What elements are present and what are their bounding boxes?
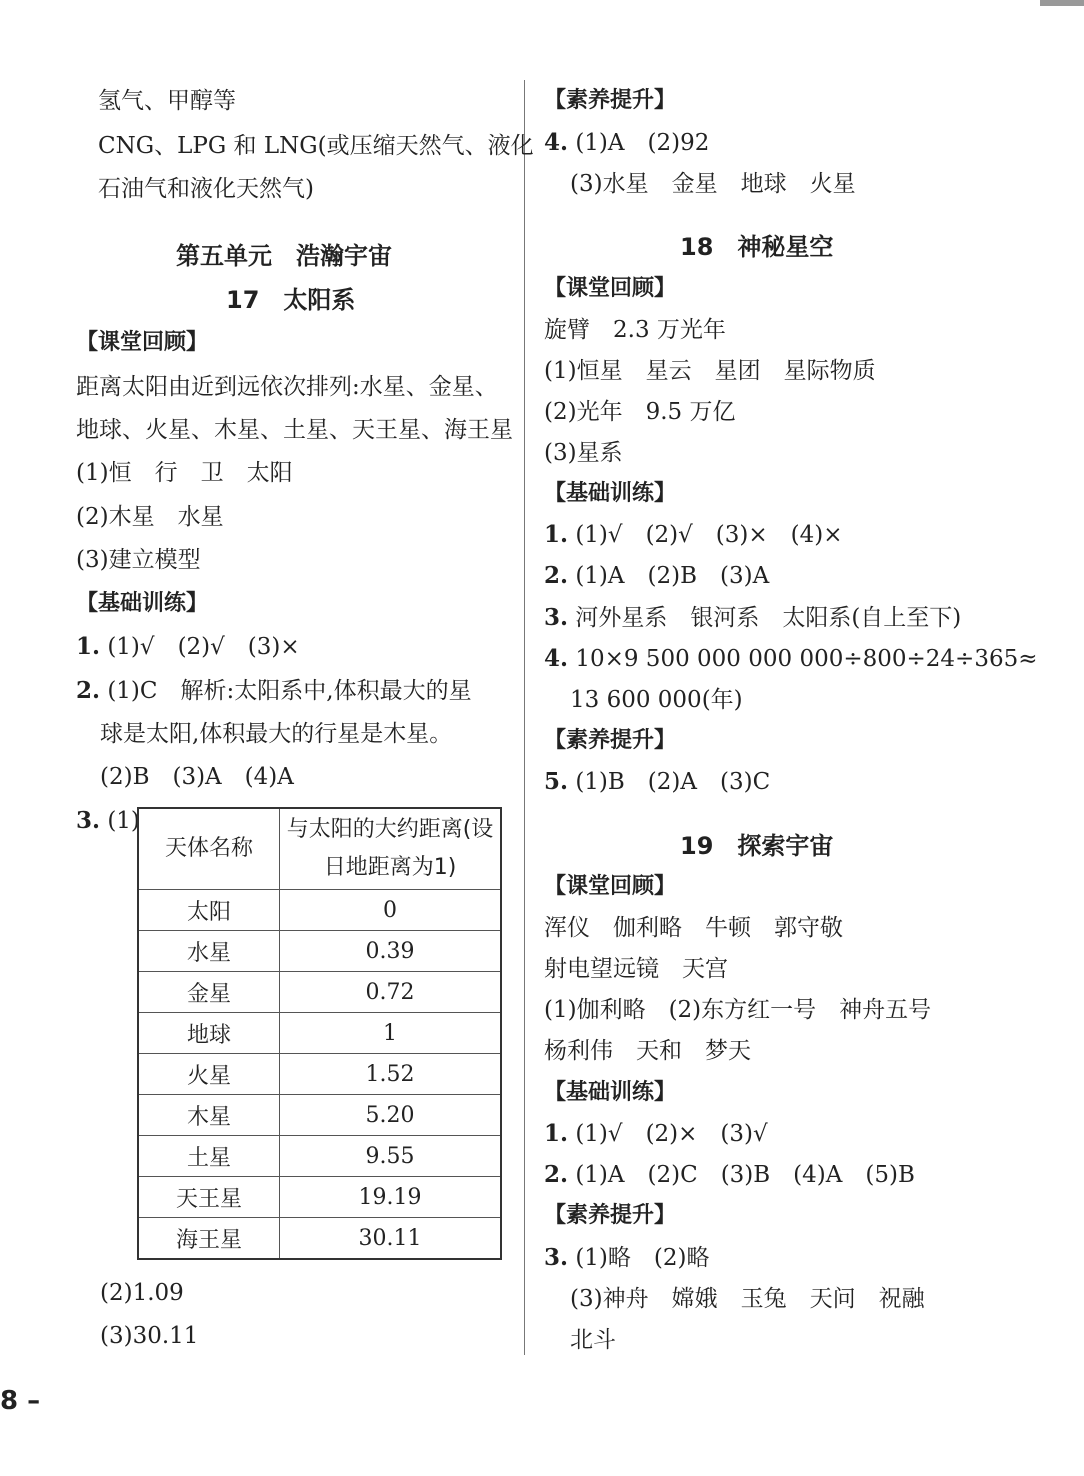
answer-text: (1)A (2)B (3)A [575, 563, 770, 589]
table-row [138, 1218, 501, 1260]
question-number: 1. [544, 1120, 569, 1147]
planet-name: 太阳 [138, 890, 280, 931]
planet-distance: 0.72 [280, 972, 502, 1013]
table-row [138, 1054, 501, 1095]
question-number: 5. [544, 768, 569, 795]
table-header-row [138, 808, 501, 890]
intro-line: 氢气、甲醇等 [98, 88, 236, 114]
planet-distance: 1 [280, 1013, 502, 1054]
table-row [138, 1177, 501, 1218]
answer-2 [76, 676, 472, 706]
answer-2-more: (2)B (3)A (4)A [100, 764, 294, 790]
answer-text: 10×9 500 000 000 000÷800÷24÷365≈ [575, 646, 1038, 672]
answer-text: (1)B (2)A (3)C [575, 769, 771, 795]
review-line: (3)星系 [544, 440, 623, 466]
basic-training-header: 【基础训练】 [76, 591, 209, 616]
planet-distance: 5.20 [280, 1095, 502, 1136]
planet-name: 土星 [138, 1136, 280, 1177]
lesson-19-title: 19 探索宇宙 [680, 832, 834, 860]
review-line: (1)恒星 星云 星团 星际物质 [544, 358, 876, 384]
review-line: 射电望远镜 天宫 [544, 956, 728, 982]
review-header: 【课堂回顾】 [544, 276, 677, 301]
answer-text: (1)略 (2)略 [575, 1245, 710, 1271]
answer-item [544, 644, 1038, 674]
planet-distance-table [137, 807, 502, 1260]
review-header: 【课堂回顾】 [76, 330, 209, 355]
answer-item-continued: 13 600 000(年) [570, 687, 743, 713]
table-row [138, 1136, 501, 1177]
question-number: 2. [76, 677, 101, 704]
planet-distance: 19.19 [280, 1177, 502, 1218]
answer-item [544, 561, 769, 591]
planet-distance: 30.11 [280, 1218, 502, 1260]
basic-training-header: 【基础训练】 [544, 481, 677, 506]
review-line: 距离太阳由近到远依次排列:水星、金星、 [76, 374, 498, 400]
lesson-18-title: 18 神秘星空 [680, 233, 834, 261]
question-number: 3. [544, 1244, 569, 1271]
intro-line: CNG、LPG 和 LNG(或压缩天然气、液化 [98, 133, 534, 159]
improvement-header: 【素养提升】 [544, 1203, 677, 1228]
review-line: (2)木星 水星 [76, 504, 224, 530]
review-line: 浑仪 伽利略 牛顿 郭守敬 [544, 915, 843, 941]
column-header: 与太阳的大约距离(设日地距离为1) [280, 808, 502, 890]
answer-text: (1)C 解析:太阳系中,体积最大的星 [107, 678, 472, 704]
planet-name: 木星 [138, 1095, 280, 1136]
planet-name: 地球 [138, 1013, 280, 1054]
planet-name: 水星 [138, 931, 280, 972]
planet-distance: 0 [280, 890, 502, 931]
answer-text: (1)A (2)C (3)B (4)A (5)B [575, 1162, 915, 1188]
answer-3-part-2: (2)1.09 [100, 1280, 184, 1306]
intro-line: 石油气和液化天然气) [98, 176, 314, 202]
answer-continued: (3)神舟 嫦娥 玉兔 天问 祝融 [570, 1286, 925, 1312]
table-row [138, 1013, 501, 1054]
question-number: 4. [544, 645, 569, 672]
review-line: (2)光年 9.5 万亿 [544, 399, 736, 425]
answer-text: (1)√ (2)× (3)√ [575, 1121, 768, 1147]
lesson-17-title: 17 太阳系 [226, 286, 356, 314]
page-number: 8 – [0, 1386, 41, 1416]
answer-5 [544, 767, 770, 797]
planet-name: 火星 [138, 1054, 280, 1095]
planet-distance: 0.39 [280, 931, 502, 972]
planet-name: 海王星 [138, 1218, 280, 1260]
improvement-header: 【素养提升】 [544, 88, 677, 113]
answer-text: (1) [107, 808, 140, 834]
answer-2-continued: 球是太阳,体积最大的行星是木星。 [100, 721, 453, 747]
answer-text: (1)A (2)92 [575, 130, 710, 156]
planet-name: 天王星 [138, 1177, 280, 1218]
question-number: 3. [76, 807, 101, 834]
table-row [138, 931, 501, 972]
answer-4 [544, 128, 709, 158]
question-number: 4. [544, 129, 569, 156]
table-row [138, 972, 501, 1013]
question-number: 1. [76, 633, 101, 660]
answer-3 [76, 806, 140, 836]
answer-item [544, 520, 843, 550]
table-row [138, 890, 501, 931]
answer-text: (1)√ (2)√ (3)× (4)× [575, 522, 843, 548]
review-line: (1)恒 行 卫 太阳 [76, 460, 293, 486]
answer-item [544, 603, 961, 633]
column-header: 天体名称 [138, 808, 280, 890]
review-line: 旋臂 2.3 万光年 [544, 317, 726, 343]
table-row [138, 1095, 501, 1136]
answer-continued: 北斗 [570, 1327, 616, 1353]
review-header: 【课堂回顾】 [544, 874, 677, 899]
improvement-header: 【素养提升】 [544, 728, 677, 753]
answer-item [544, 1160, 915, 1190]
review-line: (1)伽利略 (2)东方红一号 神舟五号 [544, 997, 932, 1023]
page-corner-mark [1040, 0, 1084, 6]
answer-text: (1)√ (2)√ (3)× [107, 634, 300, 660]
question-number: 2. [544, 562, 569, 589]
review-line: 杨利伟 天和 梦天 [544, 1038, 751, 1064]
review-line: 地球、火星、木星、土星、天王星、海王星 [76, 417, 513, 443]
column-divider [524, 80, 525, 1355]
answer-item [544, 1119, 768, 1149]
unit-title: 第五单元 浩瀚宇宙 [176, 242, 392, 270]
planet-distance: 1.52 [280, 1054, 502, 1095]
answer-1 [76, 632, 300, 662]
answer-3-part-3: (3)30.11 [100, 1323, 199, 1349]
question-number: 1. [544, 521, 569, 548]
basic-training-header: 【基础训练】 [544, 1080, 677, 1105]
question-number: 3. [544, 604, 569, 631]
answer-4-continued: (3)水星 金星 地球 火星 [570, 171, 856, 197]
planet-distance: 9.55 [280, 1136, 502, 1177]
answer-3-lesson-19 [544, 1243, 710, 1273]
answer-text: 河外星系 银河系 太阳系(自上至下) [575, 605, 962, 631]
question-number: 2. [544, 1161, 569, 1188]
review-line: (3)建立模型 [76, 547, 201, 573]
planet-name: 金星 [138, 972, 280, 1013]
